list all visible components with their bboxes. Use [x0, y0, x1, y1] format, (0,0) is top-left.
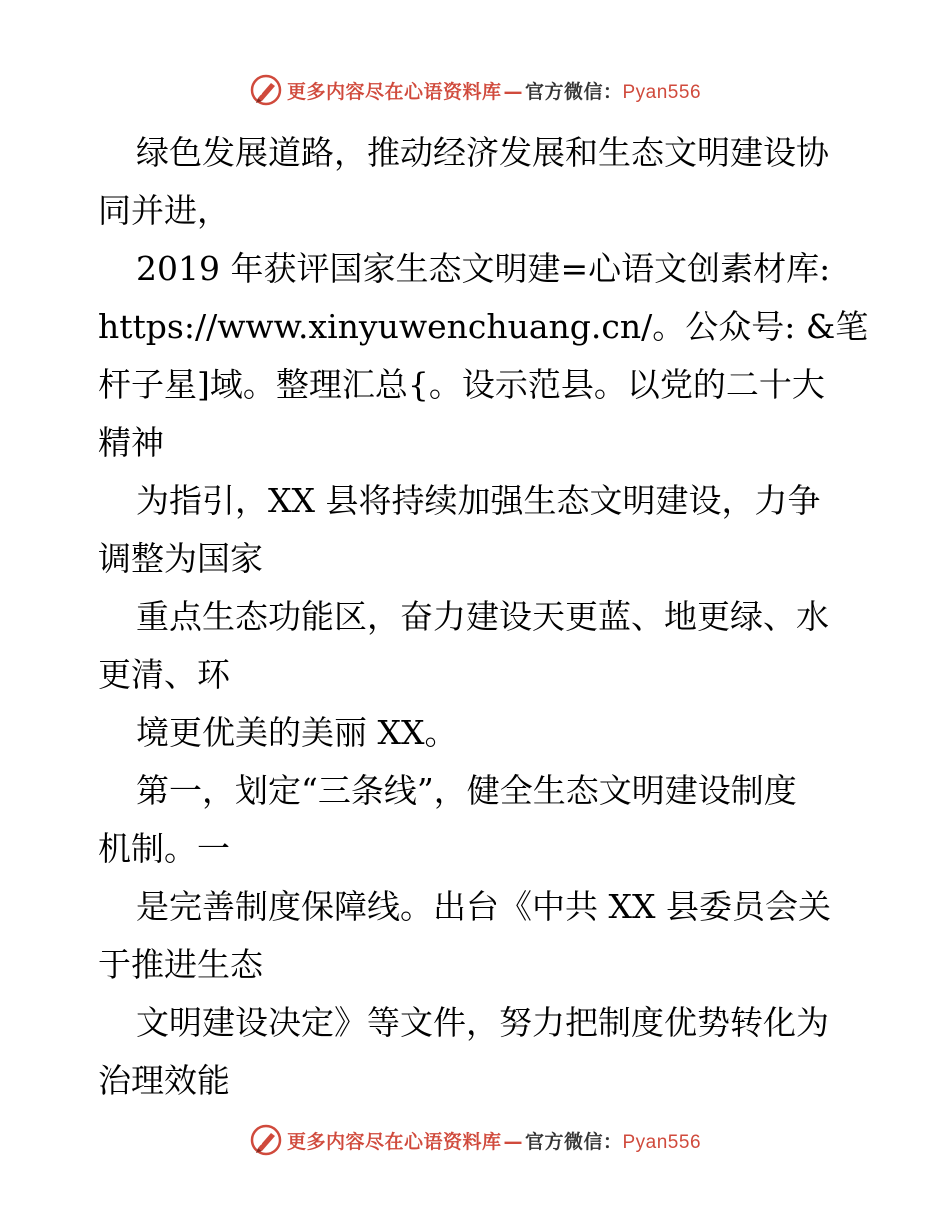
banner-wechat-id: Pyan556: [622, 81, 702, 103]
banner-main-text: 更多内容尽在心语资料库: [286, 80, 502, 103]
body-line: 为指引，XX 县将持续加强生态文明建设，力争: [136, 481, 821, 520]
banner-dash: —: [503, 1130, 523, 1153]
banner-official-label: 官方微信：: [524, 1130, 623, 1153]
banner-dash: —: [503, 80, 523, 103]
body-line: 更清、环: [98, 655, 230, 694]
pen-logo-icon: [249, 1123, 283, 1157]
banner-text: [287, 1127, 701, 1154]
body-line: 重点生态功能区，奋力建设天更蓝、地更绿、水: [136, 597, 829, 636]
body-line: 机制。一: [98, 829, 230, 868]
body-line: 调整为国家: [98, 539, 263, 578]
body-line: 同并进，: [98, 191, 230, 230]
banner-main-text: 更多内容尽在心语资料库: [286, 1130, 502, 1153]
body-line: 第一，划定“三条线”，健全生态文明建设制度: [136, 771, 797, 810]
body-line: 于推进生态: [98, 945, 263, 984]
header-banner: [0, 70, 950, 110]
body-line: 绿色发展道路，推动经济发展和生态文明建设协: [136, 133, 829, 172]
body-line: 杆子星]域。整理汇总{。设示范县。以党的二十大: [98, 365, 825, 404]
body-line: 2019 年获评国家生态文明建=心语文创素材库:: [136, 249, 831, 288]
body-line: 文明建设决定》等文件，努力把制度优势转化为: [136, 1003, 829, 1042]
body-line: 精神: [98, 423, 164, 462]
banner-text: [287, 77, 701, 104]
footer-banner: [0, 1120, 950, 1160]
banner-official-label: 官方微信：: [524, 80, 623, 103]
document-body: [98, 124, 868, 1110]
banner-wechat-id: Pyan556: [622, 1131, 702, 1153]
pen-logo-icon: [249, 73, 283, 107]
body-line: 是完善制度保障线。出台《中共 XX 县委员会关: [136, 887, 831, 926]
body-line: 治理效能: [98, 1061, 230, 1100]
body-line: 境更优美的美丽 XX。: [136, 713, 458, 752]
body-line: https://www.xinyuwenchuang.cn/。公众号: &笔: [98, 307, 869, 346]
